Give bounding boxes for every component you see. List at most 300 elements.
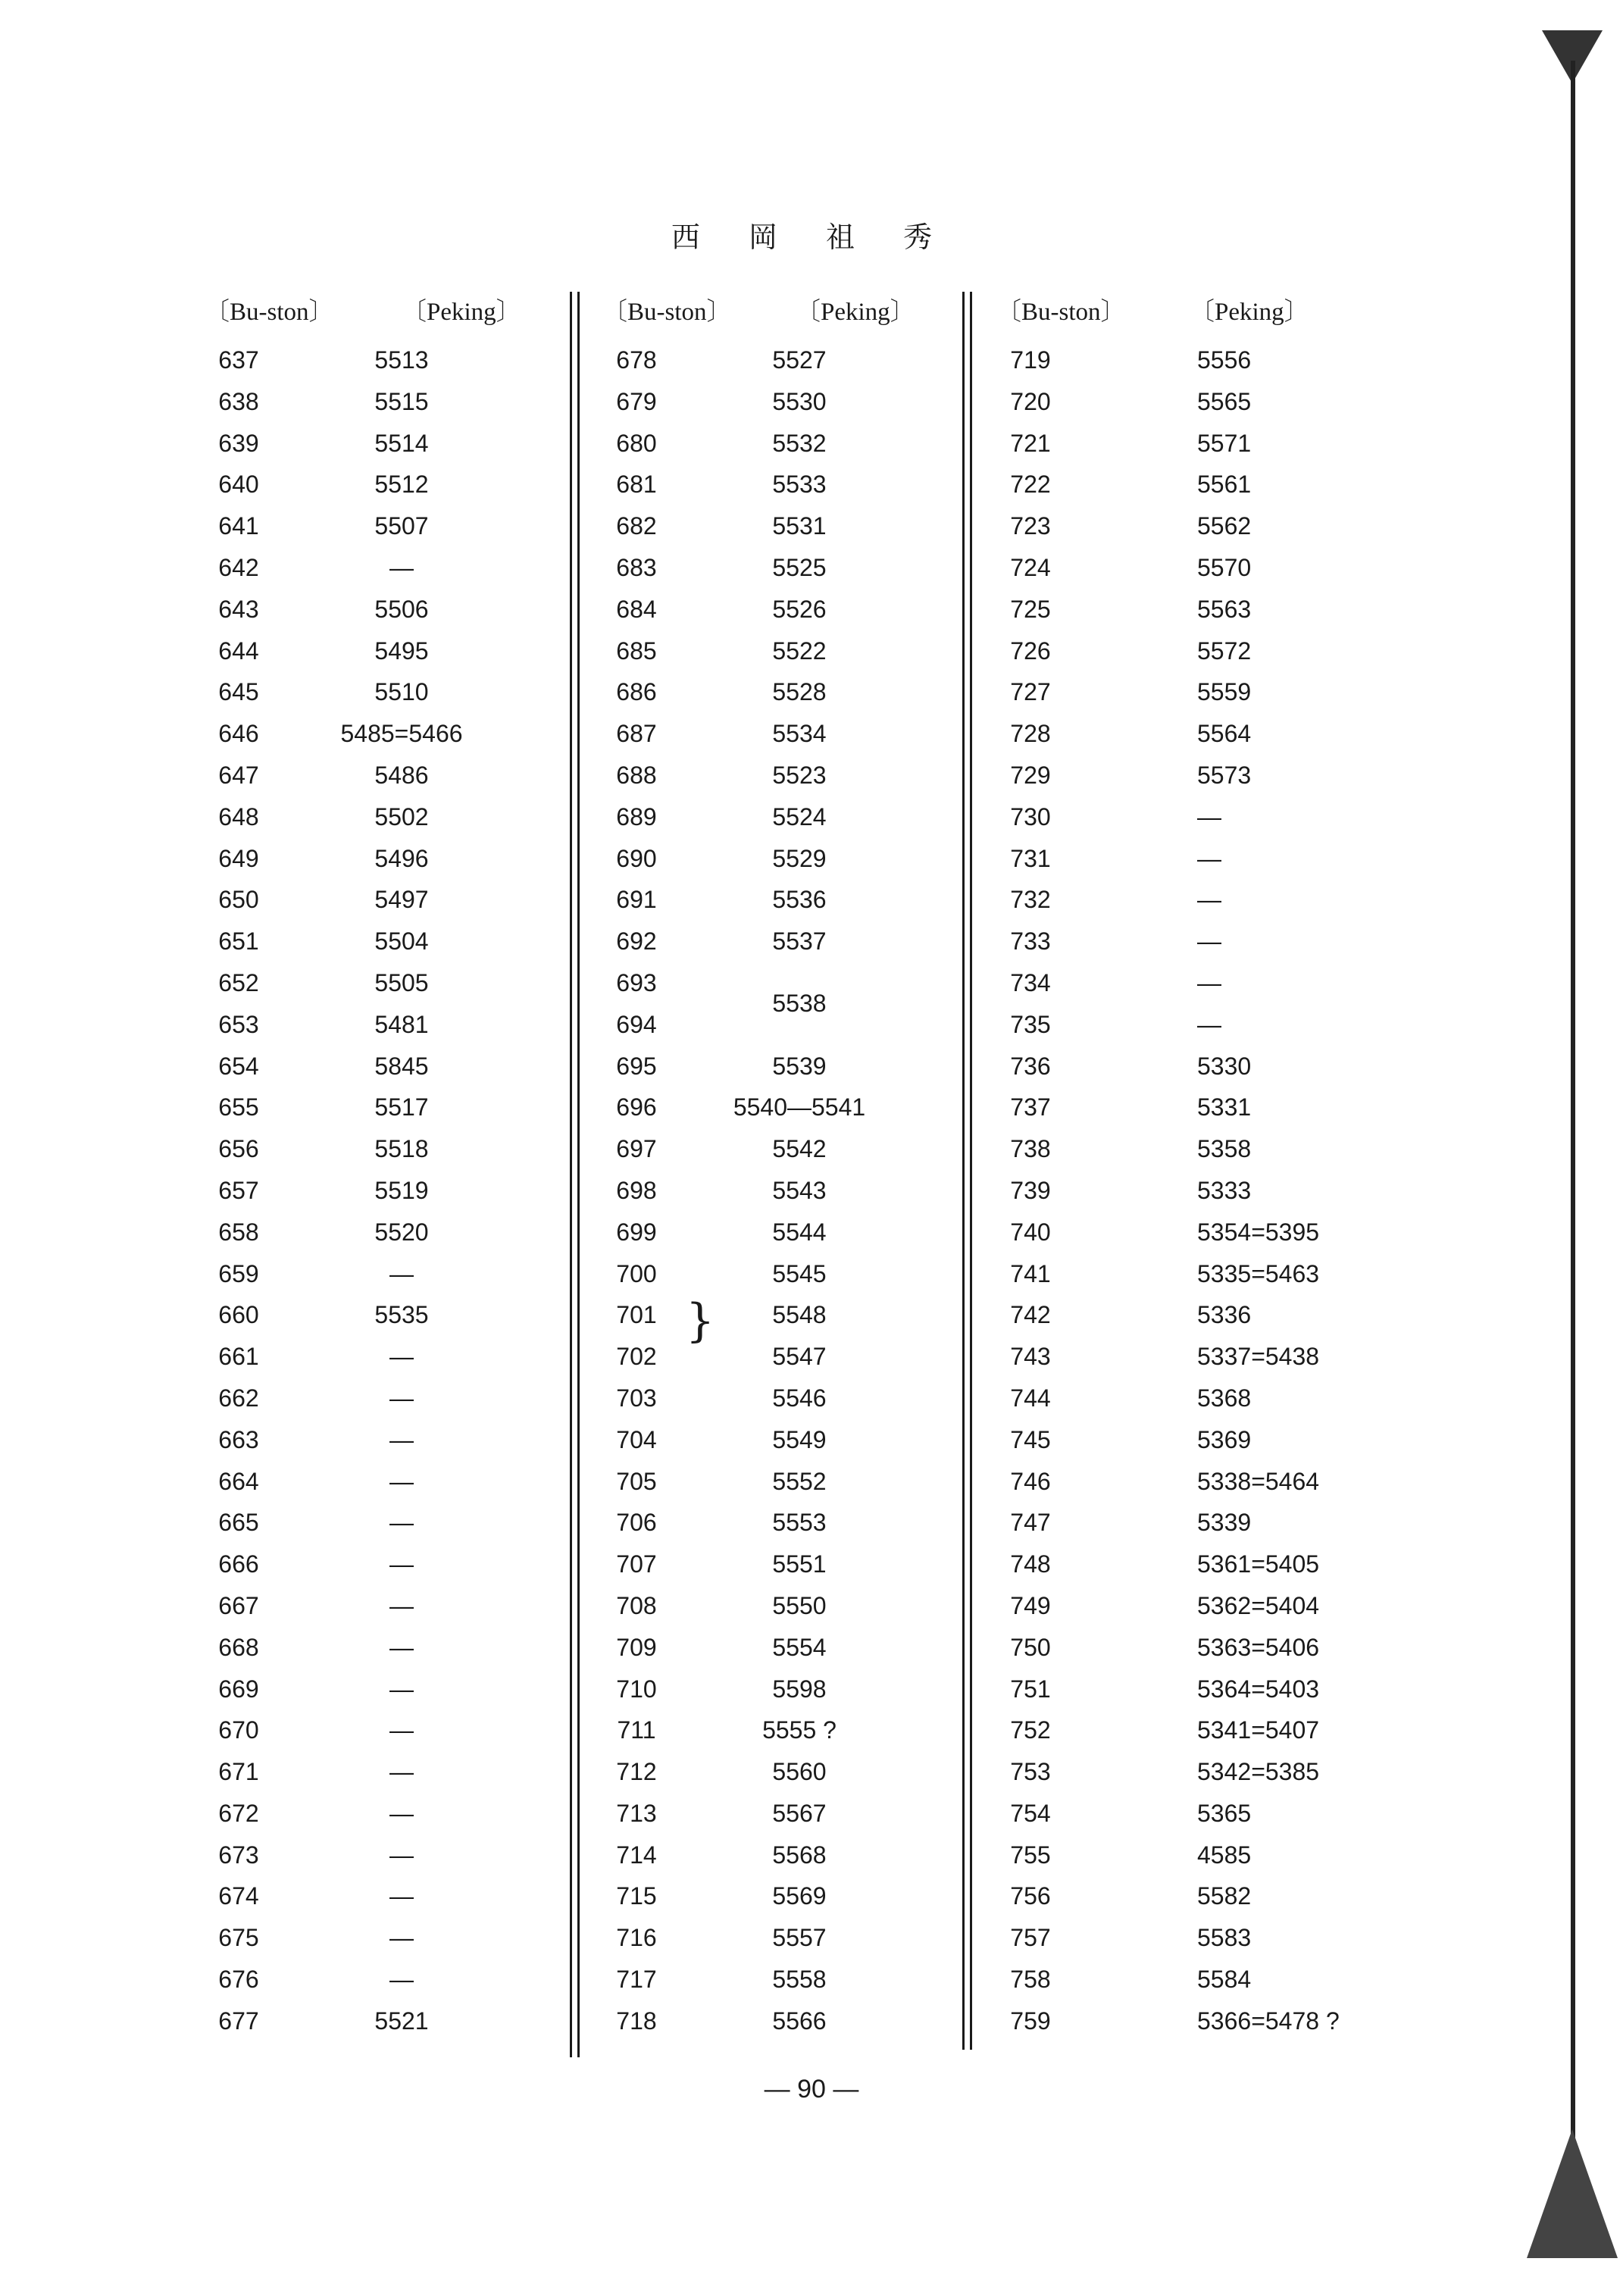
table-row xyxy=(205,1753,583,1795)
peking-number: 5554 xyxy=(772,1633,827,1661)
peking-number: — xyxy=(389,1425,414,1453)
table-row xyxy=(602,923,981,965)
buston-number: 637 xyxy=(218,346,259,374)
buston-number: 727 xyxy=(1010,678,1051,706)
peking-number: 5550 xyxy=(772,1591,827,1619)
buston-number: 691 xyxy=(616,886,657,914)
table-row xyxy=(602,840,981,882)
table-row xyxy=(205,1422,583,1463)
buston-number: 731 xyxy=(1010,844,1051,872)
table-row xyxy=(602,757,981,799)
table-row xyxy=(205,1712,583,1753)
column-header-buston: 〔Bu-ston〕 xyxy=(205,299,334,326)
page-edge-shadow xyxy=(1565,30,1581,2258)
peking-number: — xyxy=(389,1966,414,1994)
table-row xyxy=(996,1048,1421,1090)
column-header-peking: 〔Peking〕 xyxy=(402,299,521,326)
peking-number: 5330 xyxy=(1197,1052,1252,1080)
peking-number: 5335=5463 xyxy=(1197,1259,1320,1287)
peking-number: 5560 xyxy=(772,1758,827,1786)
table-row xyxy=(602,1256,981,1297)
buston-number: 686 xyxy=(616,678,657,706)
column-header-peking: 〔Peking〕 xyxy=(796,299,915,326)
peking-number: 5533 xyxy=(772,471,827,499)
table-row xyxy=(205,1089,583,1131)
table-row xyxy=(205,591,583,633)
table-row xyxy=(205,1338,583,1380)
peking-number: — xyxy=(389,553,414,581)
table-row xyxy=(602,1795,981,1837)
table-row xyxy=(205,2003,583,2044)
table-row xyxy=(996,715,1421,757)
buston-number: 707 xyxy=(616,1550,657,1578)
buston-number: 644 xyxy=(218,637,259,665)
peking-number: 5515 xyxy=(374,387,429,415)
table-row xyxy=(996,1297,1421,1338)
buston-number: 704 xyxy=(616,1425,657,1453)
table-row xyxy=(602,591,981,633)
table-row xyxy=(602,881,981,923)
table-row xyxy=(602,1089,981,1131)
buston-number: 678 xyxy=(616,346,657,374)
buston-number: 643 xyxy=(218,595,259,623)
table-row xyxy=(205,1671,583,1713)
peking-number: — xyxy=(389,1384,414,1412)
buston-number: 685 xyxy=(616,637,657,665)
peking-number: — xyxy=(389,1591,414,1619)
peking-number: — xyxy=(389,1799,414,1827)
table-row xyxy=(996,1795,1421,1837)
buston-number: 638 xyxy=(218,387,259,415)
peking-number: 5510 xyxy=(374,678,429,706)
buston-number: 656 xyxy=(218,1135,259,1163)
buston-number: 723 xyxy=(1010,512,1051,540)
peking-number: 5502 xyxy=(374,802,429,831)
peking-number: 5552 xyxy=(772,1467,827,1495)
table-row xyxy=(996,1172,1421,1214)
buston-number: 684 xyxy=(616,595,657,623)
peking-number: 5542 xyxy=(772,1135,827,1163)
buston-number: 751 xyxy=(1010,1675,1051,1703)
buston-number: 662 xyxy=(218,1384,259,1412)
table-row xyxy=(205,342,583,383)
peking-number: 5549 xyxy=(772,1425,827,1453)
table-row xyxy=(602,1422,981,1463)
peking-number: 5363=5406 xyxy=(1197,1633,1320,1661)
buston-number: 724 xyxy=(1010,553,1051,581)
peking-number: 5583 xyxy=(1197,1924,1252,1952)
peking-number: 5535 xyxy=(374,1301,429,1329)
table-row xyxy=(602,799,981,840)
peking-number: — xyxy=(1197,802,1221,831)
peking-number: 5545 xyxy=(772,1259,827,1287)
table-row xyxy=(602,1919,981,1961)
peking-number: 5496 xyxy=(374,844,429,872)
table-row xyxy=(996,799,1421,840)
buston-number: 670 xyxy=(218,1716,259,1744)
block-rows xyxy=(996,342,1421,2044)
buston-number: 737 xyxy=(1010,1093,1051,1121)
buston-number: 703 xyxy=(616,1384,657,1412)
peking-number: 5506 xyxy=(374,595,429,623)
peking-number: — xyxy=(389,1467,414,1495)
buston-number: 669 xyxy=(218,1675,259,1703)
table-row xyxy=(602,1338,981,1380)
buston-number: 697 xyxy=(616,1135,657,1163)
table-row xyxy=(205,1919,583,1961)
table-row xyxy=(602,1048,981,1090)
peking-number: 5520 xyxy=(374,1218,429,1246)
table-row xyxy=(205,1048,583,1090)
buston-number: 720 xyxy=(1010,387,1051,415)
table-row xyxy=(205,1172,583,1214)
peking-number: 5338=5464 xyxy=(1197,1467,1320,1495)
table-row xyxy=(205,1961,583,2003)
table-row xyxy=(996,1256,1421,1297)
buston-number: 757 xyxy=(1010,1924,1051,1952)
peking-number: 5539 xyxy=(772,1052,827,1080)
buston-number: 674 xyxy=(218,1882,259,1910)
buston-number: 719 xyxy=(1010,346,1051,374)
peking-number: 5551 xyxy=(772,1550,827,1578)
peking-number: 5525 xyxy=(772,553,827,581)
peking-number: — xyxy=(389,1882,414,1910)
peking-number: 5518 xyxy=(374,1135,429,1163)
buston-number: 715 xyxy=(616,1882,657,1910)
peking-number: 5358 xyxy=(1197,1135,1252,1163)
buston-number: 754 xyxy=(1010,1799,1051,1827)
buston-number: 689 xyxy=(616,802,657,831)
peking-number: 5512 xyxy=(374,471,429,499)
buston-number: 696 xyxy=(616,1093,657,1121)
buston-number: 729 xyxy=(1010,761,1051,789)
peking-number: 5530 xyxy=(772,387,827,415)
table-row xyxy=(205,633,583,674)
table-row xyxy=(205,965,583,1006)
buston-number: 646 xyxy=(218,720,259,748)
table-row xyxy=(602,1753,981,1795)
buston-number: 708 xyxy=(616,1591,657,1619)
peking-number: 5540—5541 xyxy=(733,1093,866,1121)
peking-number: 5598 xyxy=(772,1675,827,1703)
peking-number: 5526 xyxy=(772,595,827,623)
buston-number: 680 xyxy=(616,429,657,457)
table-row xyxy=(996,549,1421,591)
peking-number: 5505 xyxy=(374,968,429,996)
peking-number: 5341=5407 xyxy=(1197,1716,1320,1744)
peking-number: 5528 xyxy=(772,678,827,706)
peking-number: 5495 xyxy=(374,637,429,665)
double-rule-1a xyxy=(570,292,572,2057)
table-row xyxy=(996,1006,1421,1048)
buston-number: 679 xyxy=(616,387,657,415)
peking-number: 5556 xyxy=(1197,346,1252,374)
peking-number: 5522 xyxy=(772,637,827,665)
peking-number: 5342=5385 xyxy=(1197,1758,1320,1786)
table-row xyxy=(205,1504,583,1546)
peking-number: 5564 xyxy=(1197,720,1252,748)
peking-number: 5481 xyxy=(374,1010,429,1038)
peking-number: 5529 xyxy=(772,844,827,872)
peking-number: 5546 xyxy=(772,1384,827,1412)
peking-number: 5536 xyxy=(772,886,827,914)
buston-number: 746 xyxy=(1010,1467,1051,1495)
table-row xyxy=(602,1214,981,1256)
table-row xyxy=(602,508,981,549)
buston-number: 745 xyxy=(1010,1425,1051,1453)
peking-number: 5570 xyxy=(1197,553,1252,581)
table-row xyxy=(996,466,1421,508)
buston-number: 657 xyxy=(218,1176,259,1204)
table-row xyxy=(602,633,981,674)
buston-number: 665 xyxy=(218,1509,259,1537)
buston-number: 671 xyxy=(218,1758,259,1786)
peking-number: 5553 xyxy=(772,1509,827,1537)
buston-number: 748 xyxy=(1010,1550,1051,1578)
buston-number: 673 xyxy=(218,1841,259,1869)
peking-number: 5354=5395 xyxy=(1197,1218,1320,1246)
buston-number: 743 xyxy=(1010,1343,1051,1371)
peking-number: 5336 xyxy=(1197,1301,1252,1329)
buston-number: 664 xyxy=(218,1467,259,1495)
buston-number: 702 xyxy=(616,1343,657,1371)
table-row xyxy=(602,383,981,425)
table-row xyxy=(205,923,583,965)
table-row xyxy=(996,1753,1421,1795)
peking-number: 5339 xyxy=(1197,1509,1252,1537)
table-row xyxy=(996,1919,1421,1961)
table-row xyxy=(602,549,981,591)
table-row xyxy=(205,1837,583,1878)
table-row xyxy=(205,1587,583,1629)
peking-number: 5845 xyxy=(374,1052,429,1080)
table-row xyxy=(205,1463,583,1505)
table-row xyxy=(996,1089,1421,1131)
buston-number: 661 xyxy=(218,1343,259,1371)
buston-number: 713 xyxy=(616,1799,657,1827)
peking-number: 5532 xyxy=(772,429,827,457)
buston-number: 736 xyxy=(1010,1052,1051,1080)
peking-number: — xyxy=(1197,1010,1221,1038)
table-row xyxy=(602,1671,981,1713)
buston-number: 730 xyxy=(1010,802,1051,831)
peking-number: 5565 xyxy=(1197,387,1252,415)
buston-number: 734 xyxy=(1010,968,1051,996)
buston-number: 753 xyxy=(1010,1758,1051,1786)
peking-number: 5569 xyxy=(772,1882,827,1910)
peking-number: 5555 ? xyxy=(762,1716,837,1744)
table-row xyxy=(205,466,583,508)
peking-number: — xyxy=(1197,844,1221,872)
buston-number: 750 xyxy=(1010,1633,1051,1661)
table-row xyxy=(602,1587,981,1629)
buston-number: 650 xyxy=(218,886,259,914)
table-row xyxy=(602,1172,981,1214)
peking-number: 5497 xyxy=(374,886,429,914)
buston-number: 741 xyxy=(1010,1259,1051,1287)
buston-number: 647 xyxy=(218,761,259,789)
buston-number: 706 xyxy=(616,1509,657,1537)
buston-number: 712 xyxy=(616,1758,657,1786)
peking-number: 5362=5404 xyxy=(1197,1591,1320,1619)
buston-number: 642 xyxy=(218,553,259,581)
buston-number: 721 xyxy=(1010,429,1051,457)
peking-number: 5548 xyxy=(772,1301,827,1329)
buston-number: 705 xyxy=(616,1467,657,1495)
table-row xyxy=(996,342,1421,383)
peking-number: 5331 xyxy=(1197,1093,1252,1121)
peking-number: — xyxy=(1197,927,1221,956)
double-rule-2b xyxy=(970,292,972,2050)
table-row xyxy=(205,508,583,549)
table-row xyxy=(996,1961,1421,2003)
buston-number: 659 xyxy=(218,1259,259,1287)
buston-number: 695 xyxy=(616,1052,657,1080)
peking-number: 5523 xyxy=(772,761,827,789)
table-block-2 xyxy=(602,292,981,2050)
table-row xyxy=(996,881,1421,923)
peking-number: 5524 xyxy=(772,802,827,831)
peking-number: 5366=5478 ? xyxy=(1197,2007,1340,2035)
table-row xyxy=(602,2003,981,2044)
peking-number: 5361=5405 xyxy=(1197,1550,1320,1578)
table-row xyxy=(996,1878,1421,1919)
block-rows xyxy=(205,342,583,2044)
buston-number: 756 xyxy=(1010,1882,1051,1910)
table-row xyxy=(602,1504,981,1546)
table-row xyxy=(205,1629,583,1671)
buston-number: 732 xyxy=(1010,886,1051,914)
buston-number: 735 xyxy=(1010,1010,1051,1038)
peking-number: 5538 xyxy=(772,989,827,1017)
buston-number: 666 xyxy=(218,1550,259,1578)
table-row xyxy=(996,1712,1421,1753)
peking-number: 5566 xyxy=(772,2007,827,2035)
buston-number: 738 xyxy=(1010,1135,1051,1163)
buston-number: 717 xyxy=(616,1966,657,1994)
table-row xyxy=(205,674,583,715)
peking-number: — xyxy=(389,1758,414,1786)
buston-number: 726 xyxy=(1010,637,1051,665)
buston-number: 758 xyxy=(1010,1966,1051,1994)
peking-number: 5563 xyxy=(1197,595,1252,623)
table-row xyxy=(602,715,981,757)
peking-number: 5368 xyxy=(1197,1384,1252,1412)
peking-number: 4585 xyxy=(1197,1841,1252,1869)
buston-number: 722 xyxy=(1010,471,1051,499)
table-row xyxy=(602,1463,981,1505)
table-row xyxy=(996,840,1421,882)
peking-number: — xyxy=(389,1259,414,1287)
buston-number: 688 xyxy=(616,761,657,789)
concordance-table xyxy=(205,292,1432,2050)
peking-number: 5559 xyxy=(1197,678,1252,706)
table-row xyxy=(602,1380,981,1422)
buston-number: 699 xyxy=(616,1218,657,1246)
table-row xyxy=(602,466,981,508)
buston-number: 660 xyxy=(218,1301,259,1329)
peking-number: 5527 xyxy=(772,346,827,374)
table-block-3 xyxy=(996,292,1421,2050)
buston-number: 693 xyxy=(616,968,657,996)
peking-number: 5572 xyxy=(1197,637,1252,665)
table-row xyxy=(205,757,583,799)
peking-number: 5567 xyxy=(772,1799,827,1827)
table-row xyxy=(602,1629,981,1671)
column-header-peking: 〔Peking〕 xyxy=(1190,299,1309,326)
peking-number: 5486 xyxy=(374,761,429,789)
buston-number: 755 xyxy=(1010,1841,1051,1869)
double-rule-1b xyxy=(577,292,580,2057)
peking-number: — xyxy=(389,1924,414,1952)
buston-number: 651 xyxy=(218,927,259,956)
peking-number: 5582 xyxy=(1197,1882,1252,1910)
peking-number: — xyxy=(389,1716,414,1744)
table-row xyxy=(205,1546,583,1587)
table-row xyxy=(602,1712,981,1753)
buston-number: 709 xyxy=(616,1633,657,1661)
buston-number: 648 xyxy=(218,802,259,831)
table-row xyxy=(996,508,1421,549)
table-row xyxy=(602,1546,981,1587)
table-row xyxy=(205,549,583,591)
buston-number: 683 xyxy=(616,553,657,581)
buston-number: 725 xyxy=(1010,595,1051,623)
table-row xyxy=(996,923,1421,965)
table-block-1 xyxy=(205,292,583,2050)
peking-number: — xyxy=(389,1633,414,1661)
buston-number: 640 xyxy=(218,471,259,499)
double-rule-2a xyxy=(962,292,965,2050)
buston-number: 687 xyxy=(616,720,657,748)
table-row xyxy=(205,1878,583,1919)
buston-number: 681 xyxy=(616,471,657,499)
peking-number: — xyxy=(389,1841,414,1869)
table-row xyxy=(205,1256,583,1297)
buston-number: 718 xyxy=(616,2007,657,2035)
buston-number: 759 xyxy=(1010,2007,1051,2035)
table-row xyxy=(996,591,1421,633)
peking-number: 5534 xyxy=(772,720,827,748)
buston-number: 654 xyxy=(218,1052,259,1080)
peking-number: — xyxy=(389,1675,414,1703)
table-row xyxy=(602,1006,981,1048)
peking-number: 5521 xyxy=(374,2007,429,2035)
peking-number: — xyxy=(1197,968,1221,996)
buston-number: 701 xyxy=(616,1301,657,1329)
table-row xyxy=(996,674,1421,715)
table-row xyxy=(996,1463,1421,1505)
table-row xyxy=(205,1214,583,1256)
peking-number: — xyxy=(389,1509,414,1537)
buston-number: 667 xyxy=(218,1591,259,1619)
brace-693-694: } xyxy=(686,1294,715,1347)
buston-number: 694 xyxy=(616,1010,657,1038)
buston-number: 641 xyxy=(218,512,259,540)
buston-number: 690 xyxy=(616,844,657,872)
table-row xyxy=(996,757,1421,799)
buston-number: 672 xyxy=(218,1799,259,1827)
table-row xyxy=(205,1380,583,1422)
table-row xyxy=(996,1214,1421,1256)
table-row xyxy=(205,1006,583,1048)
table-row xyxy=(996,1837,1421,1878)
buston-number: 698 xyxy=(616,1176,657,1204)
peking-number: 5337=5438 xyxy=(1197,1343,1320,1371)
table-row xyxy=(996,425,1421,467)
block-rows xyxy=(602,342,981,2044)
peking-number: 5571 xyxy=(1197,429,1252,457)
